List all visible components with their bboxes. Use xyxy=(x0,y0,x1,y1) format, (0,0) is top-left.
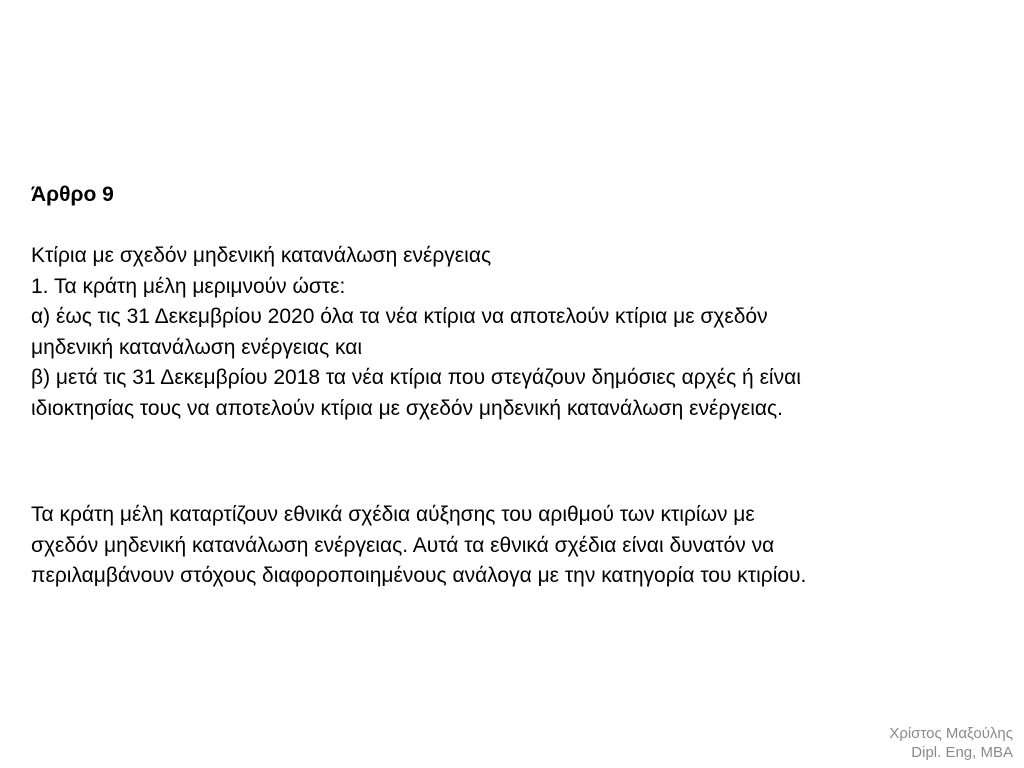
paragraph-line: ιδιοκτησίας τους να αποτελούν κτίρια με σχεδόν μηδενική κατανάλωση ενέργειας. xyxy=(31,396,783,420)
paragraph-line: α) έως τις 31 Δεκεμβρίου 2020 όλα τα νέα κτίρια να αποτελούν κτίρια με σχεδόν xyxy=(31,305,768,328)
paragraph-line: β) μετά τις 31 Δεκεμβρίου 2018 τα νέα κτίρια που στεγάζουν δημόσιες αρχές ή είναι xyxy=(31,366,801,389)
article-paragraph-2 xyxy=(31,500,1001,592)
paragraph-line: Τα κράτη μέλη καταρτίζουν εθνικά σχέδια αύξησης του αριθμού των κτιρίων με xyxy=(31,503,755,526)
author-name: Χρίστος Μαξούλης xyxy=(889,725,1013,742)
article-content xyxy=(31,180,1001,592)
section-title: Κτίρια με σχεδόν μηδενική κατανάλωση ενέργειας xyxy=(31,244,492,267)
paragraph-line: περιλαμβάνουν στόχους διαφοροποιημένους ανάλογα με την κατηγορία του κτιρίου. xyxy=(31,564,807,587)
article-heading: Άρθρο 9 xyxy=(31,183,114,206)
article-paragraph-1 xyxy=(31,241,1001,424)
author-footer xyxy=(889,724,1013,762)
paragraph-line: 1. Τα κράτη μέλη μεριμνούν ώστε: xyxy=(31,274,346,298)
author-credentials: Dipl. Eng, MBA xyxy=(911,744,1013,761)
paragraph-line: σχεδόν μηδενική κατανάλωση ενέργειας. Αυτά τα εθνικά σχέδια είναι δυνατόν να xyxy=(31,533,775,557)
paragraph-line: μηδενική κατανάλωση ενέργειας και xyxy=(31,335,363,359)
